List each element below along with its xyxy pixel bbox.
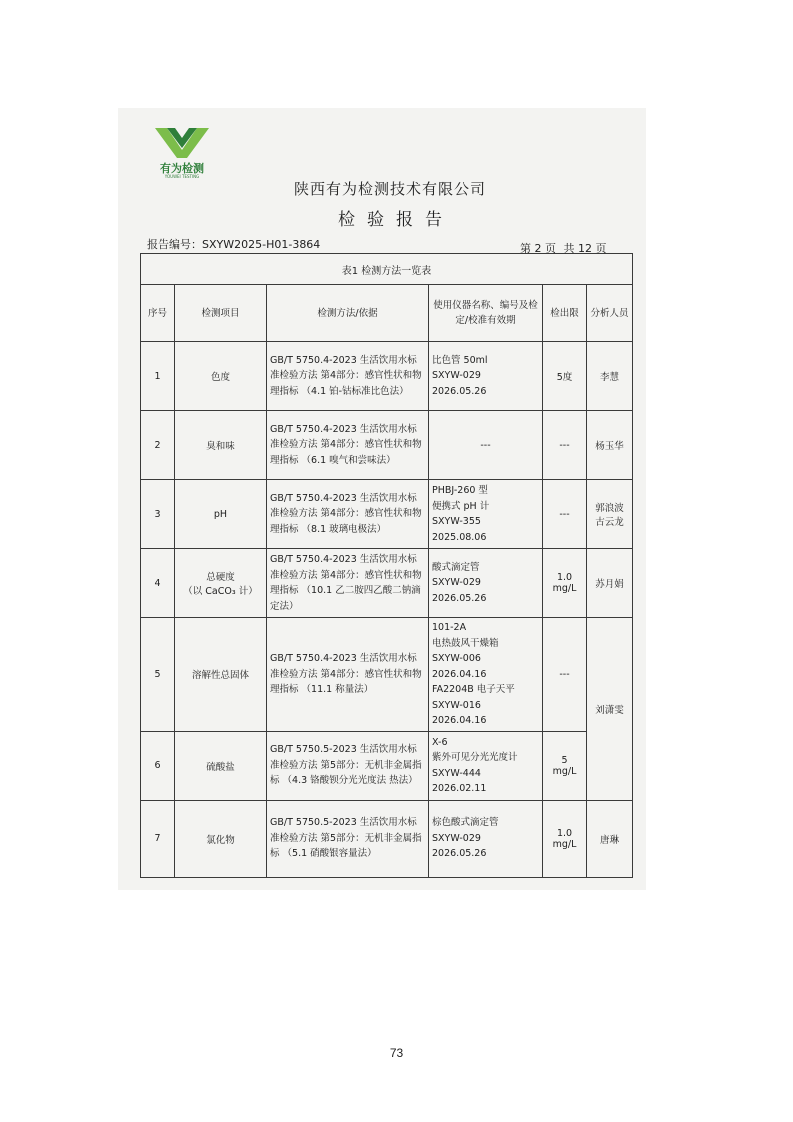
cell-item: 溶解性总固体 xyxy=(175,618,267,732)
limit-value: 1.0 xyxy=(556,572,573,583)
analyst-name: 古云龙 xyxy=(595,517,624,528)
cell-analyst: 唐琳 xyxy=(587,800,633,877)
cell-method: GB/T 5750.4-2023 生活饮用水标准检验方法 第4部分：感官性状和物理指标 （11.1 称量法） xyxy=(267,618,429,732)
limit-unit: mg/L xyxy=(552,583,577,594)
cell-instrument xyxy=(429,480,543,549)
cell-method: GB/T 5750.4-2023 生活饮用水标准检验方法 第4部分：感官性状和物理指标 （4.1 铂-钴标准比色法） xyxy=(267,342,429,411)
header-item: 检测项目 xyxy=(175,285,267,342)
cell-seq: 7 xyxy=(141,800,175,877)
cell-item: 臭和味 xyxy=(175,411,267,480)
instrument-line: 紫外可见分光光度计 xyxy=(432,752,518,763)
cell-instrument xyxy=(429,731,543,800)
table-row xyxy=(141,731,633,800)
instrument-line: 2025.08.06 xyxy=(432,531,487,543)
table-row xyxy=(141,342,633,411)
analyst-name: 郭浪波 xyxy=(595,503,624,514)
page-number: 73 xyxy=(389,1046,404,1060)
cell-method: GB/T 5750.5-2023 生活饮用水标准检验方法 第5部分：无机非金属指标 （5.1 硝酸银容量法） xyxy=(267,800,429,877)
cell-instrument xyxy=(429,342,543,411)
header-limit: 检出限 xyxy=(543,285,587,342)
instrument-line: 2026.04.16 xyxy=(432,668,487,680)
header-method: 检测方法/依据 xyxy=(267,285,429,342)
cell-instrument: --- xyxy=(429,411,543,480)
cell-instrument xyxy=(429,549,543,618)
cell-limit xyxy=(543,800,587,877)
instrument-line: 101-2A xyxy=(432,622,467,633)
limit-value: 5 xyxy=(561,754,568,766)
instrument-line: SXYW-029 xyxy=(432,577,481,589)
instrument-line: SXYW-016 xyxy=(432,699,481,711)
cell-method: GB/T 5750.5-2023 生活饮用水标准检验方法 第5部分：无机非金属指标 （4.3 铬酸钡分光光度法 热法） xyxy=(267,731,429,800)
cell-seq: 3 xyxy=(141,480,175,549)
report-number: 报告编号：SXYW2025-H01-3864 xyxy=(147,238,321,251)
cell-seq: 5 xyxy=(141,618,175,732)
cell-analyst: 苏月娟 xyxy=(587,549,633,618)
table-row xyxy=(141,411,633,480)
header-instrument: 使用仪器名称、编号及检定/校准有效期 xyxy=(429,285,543,342)
cell-item xyxy=(175,549,267,618)
cell-analyst xyxy=(587,480,633,549)
instrument-line: SXYW-029 xyxy=(432,832,481,844)
instrument-line: 便携式 pH 计 xyxy=(432,500,490,512)
methods-table xyxy=(140,253,633,878)
cell-seq: 4 xyxy=(141,549,175,618)
instrument-line: SXYW-006 xyxy=(432,653,481,664)
table-header-row xyxy=(141,285,633,342)
table-row xyxy=(141,800,633,877)
cell-method: GB/T 5750.4-2023 生活饮用水标准检验方法 第4部分：感官性状和物理指标 （6.1 嗅气和尝味法） xyxy=(267,411,429,480)
company-name: 陕西有为检测技术有限公司 xyxy=(293,180,486,198)
cell-limit: --- xyxy=(543,480,587,549)
instrument-line: FA2204B 电子天平 xyxy=(432,684,515,695)
instrument-line: 酸式滴定管 xyxy=(432,561,480,573)
instrument-line: SXYW-444 xyxy=(432,767,481,779)
cell-limit xyxy=(543,731,587,800)
instrument-line: 2026.04.16 xyxy=(432,715,487,726)
instrument-line: 棕色酸式滴定管 xyxy=(432,817,499,829)
cell-analyst: 杨玉华 xyxy=(587,411,633,480)
instrument-line: 2026.05.26 xyxy=(432,848,487,860)
cell-analyst: 刘潇雯 xyxy=(587,618,633,801)
page-total: 共 12 页 xyxy=(563,242,607,255)
instrument-line: 2026.02.11 xyxy=(432,783,487,794)
table-caption: 表1 检测方法一览表 xyxy=(141,254,633,285)
cell-instrument xyxy=(429,800,543,877)
cell-item: 氯化物 xyxy=(175,800,267,877)
item-line: （以 CaCO₃ 计） xyxy=(183,586,258,597)
item-line: 总硬度 xyxy=(206,572,235,583)
cell-limit: 5度 xyxy=(543,342,587,411)
header-seq: 序号 xyxy=(141,285,175,342)
table-row xyxy=(141,618,633,732)
instrument-line: 电热鼓风干燥箱 xyxy=(432,637,499,649)
page-current: 第 2 页 xyxy=(520,242,556,255)
instrument-line: SXYW-355 xyxy=(432,516,481,527)
limit-unit: mg/L xyxy=(552,765,577,777)
table-row xyxy=(141,549,633,618)
instrument-line: 2026.05.26 xyxy=(432,385,487,397)
instrument-line: X-6 xyxy=(432,736,448,748)
cell-item: 色度 xyxy=(175,342,267,411)
cell-limit: --- xyxy=(543,618,587,732)
cell-seq: 2 xyxy=(141,411,175,480)
cell-instrument xyxy=(429,618,543,732)
cell-analyst: 李慧 xyxy=(587,342,633,411)
methods-table-wrapper xyxy=(140,253,632,878)
instrument-line: 比色管 50ml xyxy=(432,354,488,366)
limit-value: 1.0 xyxy=(556,827,573,839)
cell-method: GB/T 5750.4-2023 生活饮用水标准检验方法 第4部分：感官性状和物理指标 （8.1 玻璃电极法） xyxy=(267,480,429,549)
limit-unit: mg/L xyxy=(552,838,577,850)
header-analyst: 分析人员 xyxy=(587,285,633,342)
cell-seq: 1 xyxy=(141,342,175,411)
cell-seq: 6 xyxy=(141,731,175,800)
cell-item: pH xyxy=(175,480,267,549)
logo-name-en: YOUWEI TESTING xyxy=(164,174,200,179)
logo-name-cn: 有为检测 xyxy=(160,162,204,175)
document-title: 检验报告 xyxy=(338,210,454,230)
instrument-line: SXYW-029 xyxy=(432,370,481,382)
cell-method: GB/T 5750.4-2023 生活饮用水标准检验方法 第4部分：感官性状和物理指标 （10.1 乙二胺四乙酸二钠滴定法） xyxy=(267,549,429,618)
instrument-line: PHBJ-260 型 xyxy=(432,485,488,496)
instrument-line: 2026.05.26 xyxy=(432,592,487,604)
cell-limit: --- xyxy=(543,411,587,480)
cell-item: 硫酸盐 xyxy=(175,731,267,800)
table-row xyxy=(141,480,633,549)
cell-limit xyxy=(543,549,587,618)
